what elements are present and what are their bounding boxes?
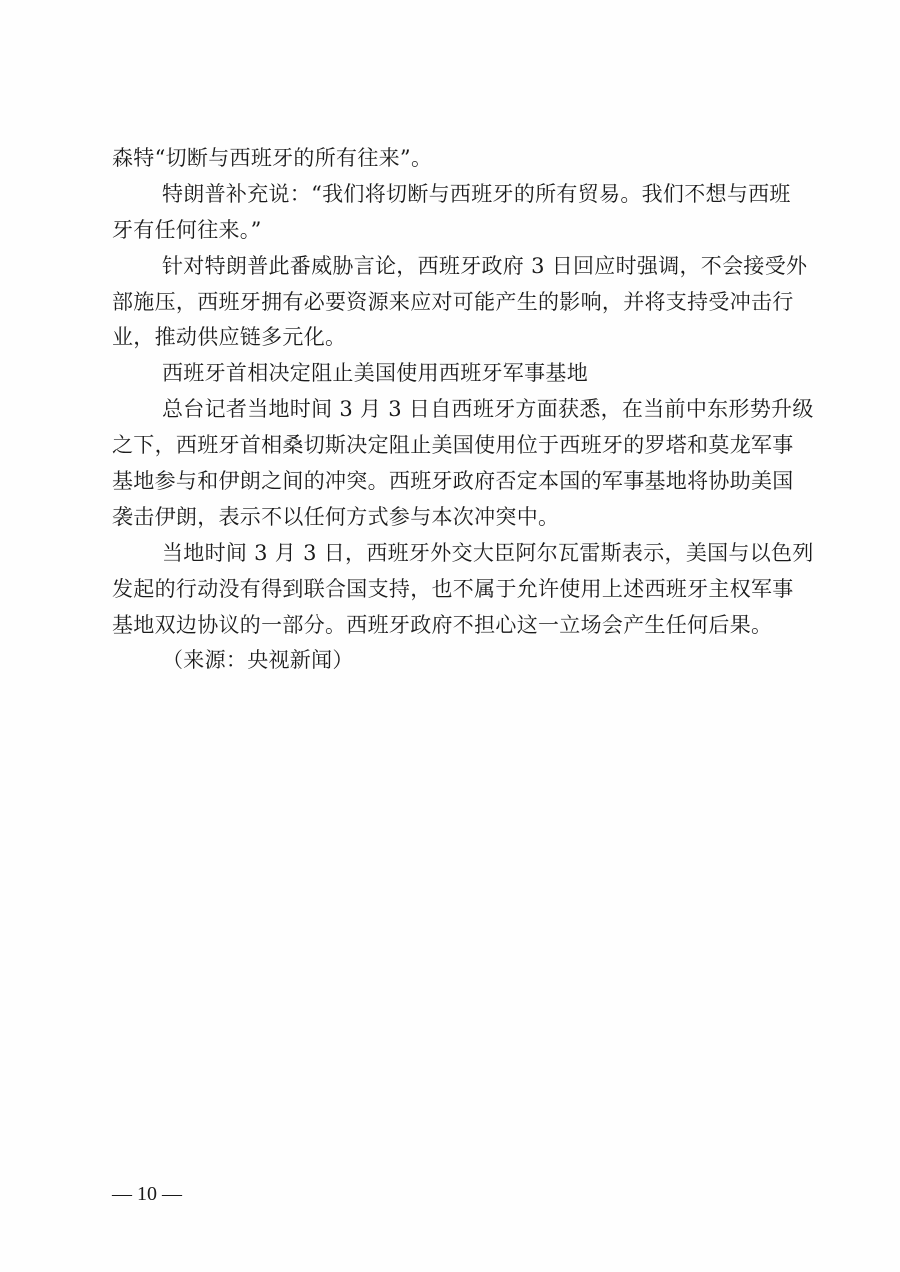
text-line: 业，推动供应链多元化。 (112, 325, 347, 350)
source-line: （来源：央视新闻） (162, 648, 354, 673)
text-line: 发起的行动没有得到联合国支持，也不属于允许使用上述西班牙主权军事 (112, 576, 794, 601)
text-line: 总台记者当地时间 3 月 3 日自西班牙方面获悉，在当前中东形势升级 (162, 397, 814, 422)
text-line: 特朗普补充说：“我们将切断与西班牙的所有贸易。我们不想与西班 (162, 181, 791, 206)
page-number: — 10 — (112, 1183, 182, 1205)
text-line: 基地双边协议的一部分。西班牙政府不担心这一立场会产生任何后果。 (112, 612, 773, 637)
text-line: 之下，西班牙首相桑切斯决定阻止美国使用位于西班牙的罗塔和莫龙军事 (112, 433, 794, 458)
text-line: 当地时间 3 月 3 日，西班牙外交大臣阿尔瓦雷斯表示，美国与以色列 (162, 540, 814, 565)
text-line: 基地参与和伊朗之间的冲突。西班牙政府否定本国的军事基地将协助美国 (112, 469, 794, 494)
section-heading: 西班牙首相决定阻止美国使用西班牙军事基地 (162, 361, 588, 386)
text-line: 部施压，西班牙拥有必要资源来应对可能产生的影响，并将支持受冲击行 (112, 289, 794, 314)
text-line: 针对特朗普此番威胁言论，西班牙政府 3 日回应时强调，不会接受外 (162, 253, 808, 278)
text-line: 袭击伊朗，表示不以任何方式参与本次冲突中。 (112, 504, 560, 529)
article-body (112, 141, 814, 679)
text-line: 森特“切断与西班牙的所有往来”。 (112, 146, 433, 170)
text-line: 牙有任何往来。” (112, 217, 262, 242)
